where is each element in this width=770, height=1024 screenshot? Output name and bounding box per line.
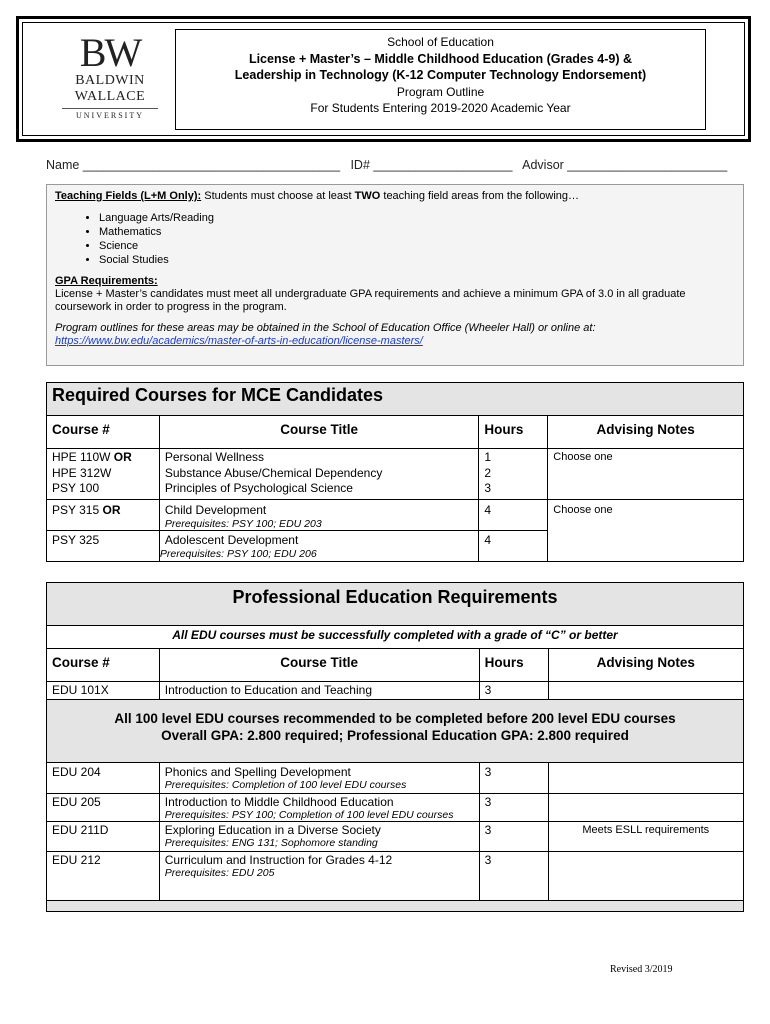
name-id-advisor-line[interactable]: Name _____________________________________ ID# ____________________ Advisor _______________________: [46, 158, 728, 172]
teaching-two: TWO: [354, 190, 381, 202]
hours: 3: [479, 852, 548, 901]
col-notes: Advising Notes: [548, 649, 743, 682]
or-label: OR: [110, 450, 132, 464]
banner-line-1: All 100 level EDU courses recommended to be completed before 200 level EDU courses: [114, 711, 676, 726]
mce-courses-table: [46, 382, 744, 562]
revised-date: Revised 3/2019: [610, 964, 673, 975]
course-title: Adolescent Development: [164, 532, 299, 547]
hours: 2: [484, 465, 492, 480]
course-title: Introduction to Middle Childhood Education: [164, 795, 394, 809]
col-course: Course #: [47, 649, 160, 682]
academic-year: For Students Entering 2019-2020 Academic Year: [310, 101, 571, 115]
hours: 3: [484, 481, 492, 495]
course-title: Curriculum and Instruction for Grades 4-12: [164, 853, 393, 867]
course-title: Child Development: [164, 502, 267, 517]
list-item: • Language Arts/Reading: [99, 211, 735, 225]
program-title-1: License + Master’s – Middle Childhood Education (Grades 4-9) &: [248, 51, 633, 66]
hours: 4: [479, 499, 548, 530]
hours: 3: [479, 794, 548, 822]
advising-note: Choose one: [548, 499, 744, 561]
course-num: PSY 315: [52, 502, 100, 517]
teaching-text-b: teaching field areas from the following…: [380, 190, 580, 202]
prerequisites: Prerequisites: Completion of 100 level EDU courses: [164, 779, 407, 791]
prerequisites: Prerequisites: ENG 131; Sophomore standing: [164, 837, 378, 849]
gpa-label: GPA Requirements:: [55, 275, 158, 287]
course-title: Introduction to Education and Teaching: [159, 682, 479, 700]
outline-text: Program outlines for these areas may be obtained in the School of Education Office (Wheeler Hall) or online at:: [55, 322, 596, 334]
list-item: • Science: [99, 239, 735, 253]
course-num: HPE 312W: [52, 465, 112, 480]
pro-subtitle: All EDU courses must be successfully completed with a grade of “C” or better: [47, 626, 744, 649]
course-num: PSY 325: [47, 530, 160, 561]
table-row: [47, 763, 744, 794]
teaching-text-a: Students must choose at least: [201, 190, 355, 202]
logo-wallace: WALLACE: [74, 89, 146, 104]
teaching-fields: [55, 190, 735, 203]
course-num: EDU 212: [47, 852, 160, 901]
course-title: Substance Abuse/Chemical Dependency: [164, 465, 383, 480]
program-outline: Program Outline: [396, 84, 485, 99]
banner-line-2: Overall GPA: 2.800 required; Professional Education GPA: 2.800 required: [161, 728, 629, 743]
school-name: School of Education: [387, 35, 494, 49]
hours: 3: [479, 822, 548, 852]
course-title: Exploring Education in a Diverse Society: [164, 823, 381, 837]
advising-note: Meets ESLL requirements: [548, 822, 743, 852]
info-box: [46, 184, 744, 366]
course-num: PSY 100: [52, 481, 100, 495]
list-item: • Social Studies: [99, 253, 735, 267]
col-notes: Advising Notes: [548, 416, 744, 449]
prerequisites: Prerequisites: PSY 100; EDU 203: [164, 517, 322, 530]
logo-baldwin: BALDWIN: [75, 73, 145, 88]
prerequisites: Prerequisites: PSY 100; Completion of 100 level EDU courses: [164, 809, 454, 821]
advising-note: [548, 794, 743, 822]
program-url-link[interactable]: https://www.bw.edu/academics/master-of-arts-in-education/license-masters/: [55, 335, 423, 347]
advising-note: [548, 852, 743, 901]
col-course: Course #: [47, 416, 160, 449]
table-footer-bar: [47, 901, 744, 912]
course-num: EDU 101X: [47, 682, 160, 700]
hours: 3: [479, 682, 548, 700]
table-row: [47, 499, 744, 530]
advising-note: Choose one: [548, 449, 744, 500]
course-title: Principles of Psychological Science: [164, 481, 353, 495]
prerequisites: Prerequisites: PSY 100; EDU 206: [159, 547, 317, 560]
prerequisites: Prerequisites: EDU 205: [164, 867, 275, 879]
list-item: • Mathematics: [99, 225, 735, 239]
table-row: [47, 822, 744, 852]
or-label: OR: [99, 502, 121, 517]
course-title: Phonics and Spelling Development: [164, 765, 351, 779]
logo-university: UNIVERSITY: [62, 108, 158, 120]
hours: 1: [484, 450, 492, 464]
hours: 4: [479, 530, 548, 561]
gpa-text: License + Master’s candidates must meet all undergraduate GPA requirements and achieve a minimum GPA of 3.0 in all graduate coursework in order to progress in the program.: [55, 288, 686, 313]
table-row: [47, 794, 744, 822]
logo-bw: BW: [79, 30, 141, 75]
course-num: EDU 211D: [47, 822, 160, 852]
teaching-fields-label: Teaching Fields (L+M Only):: [55, 190, 202, 202]
col-title: Course Title: [159, 416, 478, 449]
course-num: EDU 205: [47, 794, 160, 822]
col-title: Course Title: [159, 649, 479, 682]
mce-title: Required Courses for MCE Candidates: [52, 385, 384, 405]
pro-title: Professional Education Requirements: [232, 587, 558, 607]
col-hours: Hours: [479, 649, 548, 682]
teaching-fields-list: [55, 211, 735, 267]
bw-logo: [62, 30, 158, 123]
table-row: [47, 682, 744, 700]
course-num: EDU 204: [47, 763, 160, 794]
col-hours: Hours: [479, 416, 548, 449]
table-row: [47, 449, 744, 500]
table-row: [47, 852, 744, 901]
advising-note: [548, 763, 743, 794]
course-title: Personal Wellness: [164, 450, 265, 464]
course-num: HPE 110W: [52, 450, 111, 464]
header-title-box: [175, 29, 706, 130]
program-title-2: Leadership in Technology (K-12 Computer Technology Endorsement): [234, 68, 647, 82]
professional-education-table: [46, 582, 744, 912]
hours: 3: [479, 763, 548, 794]
